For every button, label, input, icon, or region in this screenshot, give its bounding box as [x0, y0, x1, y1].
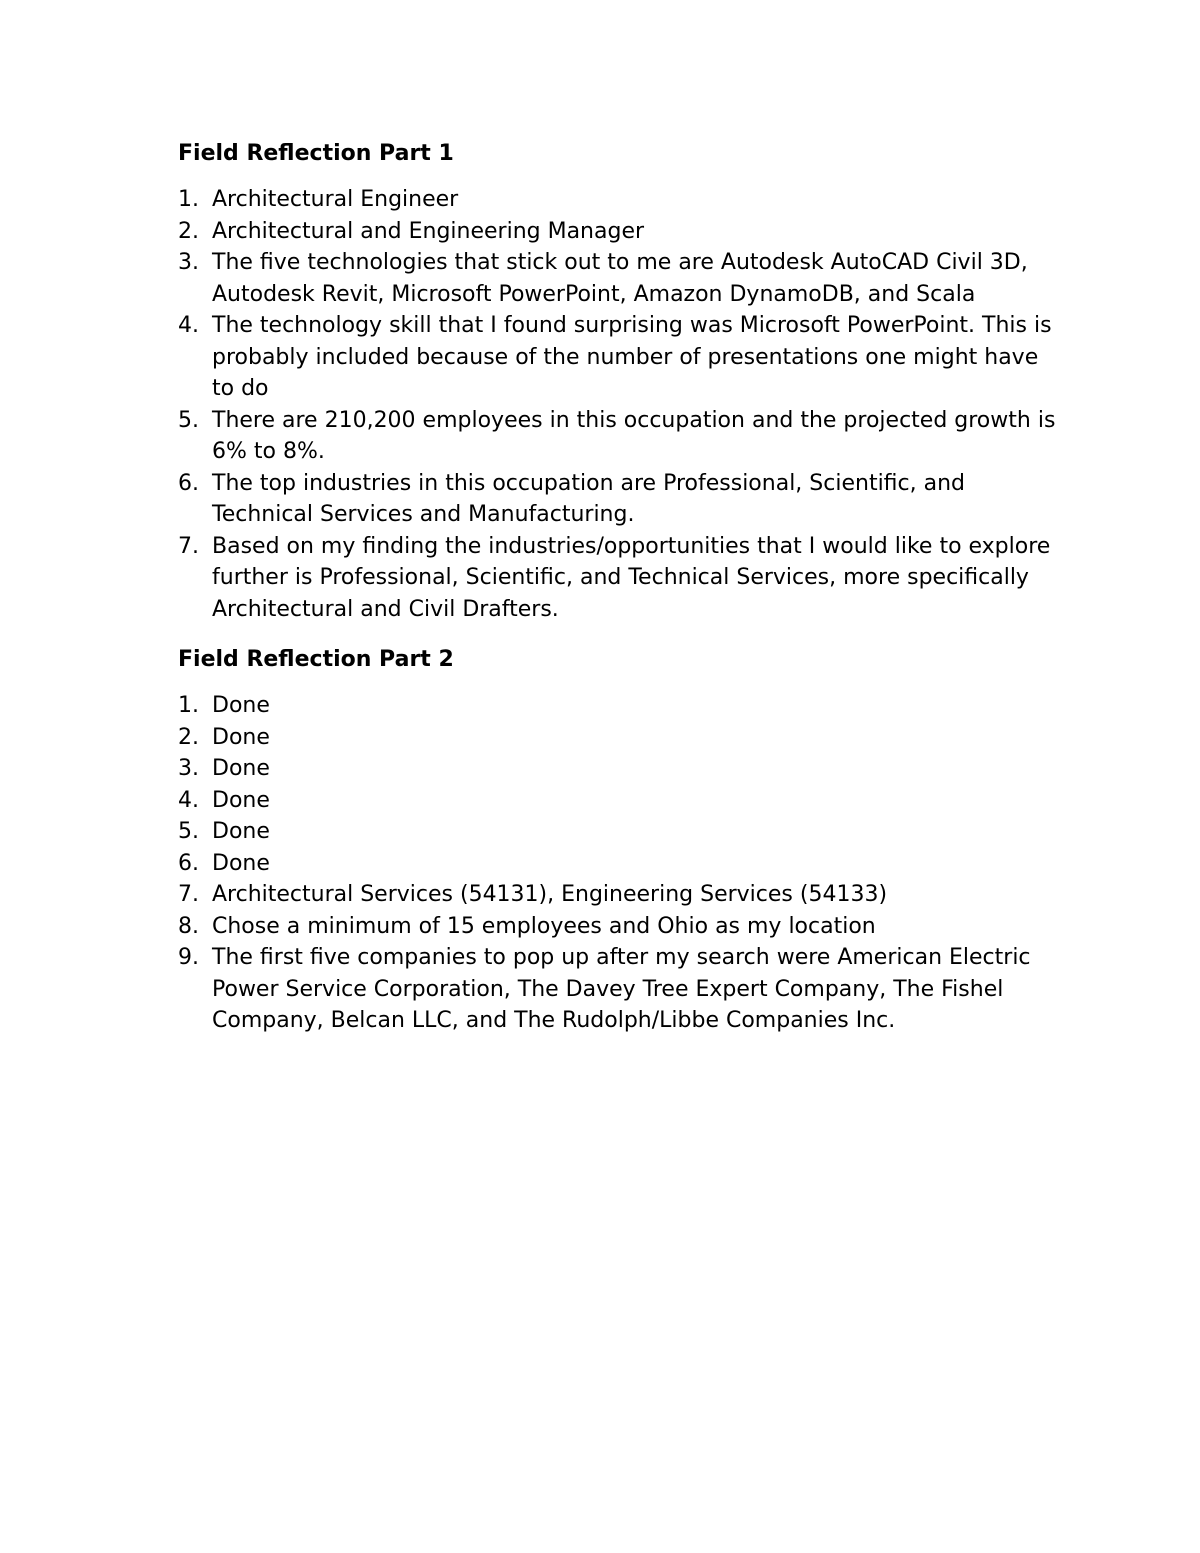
list-item-number: 4. — [178, 313, 199, 338]
list-item — [178, 722, 1058, 754]
list-item-text: Done — [212, 819, 270, 844]
list-item-text: Architectural Engineer — [212, 187, 459, 212]
section-heading-part-1: Field Reflection Part 1 — [178, 141, 454, 166]
list-item-text: The first five companies to pop up after my search were American Electric Power Service Corporation, The Davey Tree Expert Company, The Fishel Company, Belcan LLC, and The Rudolph/Libbe Companies Inc. — [212, 945, 1031, 1033]
list-item — [178, 911, 1058, 943]
list-item — [178, 184, 1058, 216]
list-item-number: 6. — [178, 850, 199, 876]
list-item-number: 5. — [178, 819, 199, 844]
list-item — [178, 816, 1058, 848]
list-item-number: 5. — [178, 407, 199, 433]
list-item-text: Done — [212, 724, 270, 750]
list-item-text: The five technologies that stick out to me are Autodesk AutoCAD Civil 3D, Autodesk Revit, Microsoft PowerPoint, Amazon DynamoDB, and Scala — [212, 250, 1028, 307]
list-item-text: The technology skill that I found surprising was Microsoft PowerPoint. This is probably included because of the number of presentations one might have to do — [212, 313, 1052, 401]
list-item-number: 3. — [178, 250, 199, 275]
list-item-number: 7. — [178, 882, 199, 907]
part-2-list — [178, 690, 1058, 1037]
list-item — [178, 848, 1058, 880]
list-item — [178, 879, 1058, 911]
list-item-text: Done — [212, 850, 270, 876]
list-item-number: 8. — [178, 913, 199, 939]
list-item — [178, 785, 1058, 817]
list-item — [178, 690, 1058, 722]
list-item-number: 4. — [178, 787, 199, 813]
list-item-number: 2. — [178, 218, 199, 244]
list-item-number: 7. — [178, 533, 199, 559]
document-page — [178, 138, 1058, 1037]
list-item-text: The top industries in this occupation are Professional, Scientific, and Technical Services and Manufacturing. — [212, 470, 966, 527]
list-item — [178, 531, 1058, 626]
list-item-number: 1. — [178, 693, 199, 718]
list-item-number: 6. — [178, 470, 199, 496]
list-item — [178, 216, 1058, 248]
list-item-number: 1. — [178, 187, 199, 212]
list-item-text: Chose a minimum of 15 employees and Ohio as my location — [212, 913, 876, 939]
list-item-number: 9. — [178, 945, 199, 970]
list-item — [178, 753, 1058, 785]
list-item — [178, 942, 1058, 1037]
list-item-text: Done — [212, 756, 270, 781]
list-item-text: There are 210,200 employees in this occupation and the projected growth is 6% to 8%. — [212, 407, 1056, 464]
part-1-list — [178, 184, 1058, 625]
list-item-text: Architectural Services (54131), Engineering Services (54133) — [212, 882, 888, 907]
list-item — [178, 310, 1058, 405]
list-item — [178, 247, 1058, 310]
list-item-number: 2. — [178, 724, 199, 750]
section-heading-part-2: Field Reflection Part 2 — [178, 647, 454, 672]
list-item-text: Based on my finding the industries/opportunities that I would like to explore further is Professional, Scientific, and Technical Services, more specifically Architectural and Civil Drafters. — [212, 533, 1051, 622]
list-item-text: Done — [212, 693, 270, 718]
list-item — [178, 405, 1058, 468]
list-item — [178, 468, 1058, 531]
list-item-text: Done — [212, 787, 270, 813]
list-item-number: 3. — [178, 756, 199, 781]
list-item-text: Architectural and Engineering Manager — [212, 218, 645, 244]
